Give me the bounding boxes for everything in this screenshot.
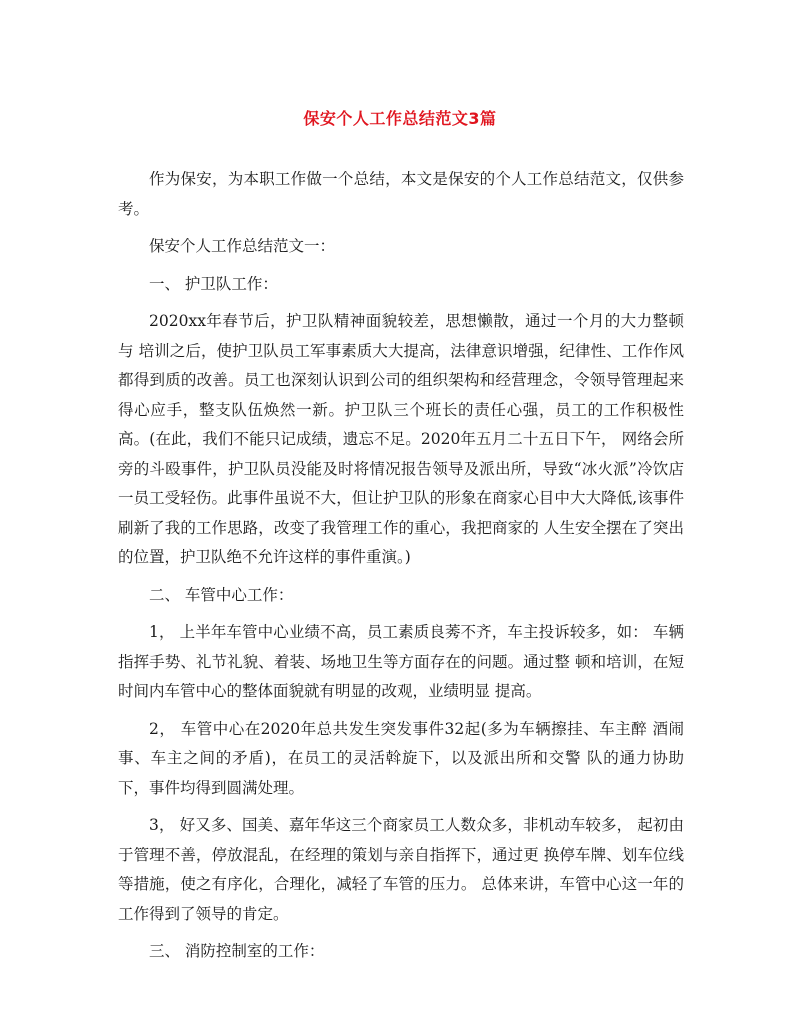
document-body xyxy=(118,165,684,975)
body-paragraph: 1， 上半年车管中心业绩不高，员工素质良莠不齐，车主投诉较多，如： 车辆指挥手势、礼节礼貌、着装、场地卫生等方面存在的问题。通过整 顿和培训，在短时间内车管中心的整体面貌就有明显的改观，业绩明显 提高。 xyxy=(118,623,684,700)
body-paragraph: 3， 好又多、国美、嘉年华这三个商家员工人数众多，非机动车较多， 起初由于管理不善，停放混乱，在经理的策划与亲自指挥下，通过更 换停车牌、划车位线等措施，使之有序化，合理化，减轻了车管的压力。 总体来讲，车管中心这一年的工作得到了领导的肯定。 xyxy=(118,816,684,923)
subsection-heading: 一、 护卫队工作： xyxy=(149,274,278,293)
section-heading: 保安个人工作总结范文一： xyxy=(149,237,336,255)
subsection-heading: 二、 车管中心工作： xyxy=(149,585,294,604)
body-paragraph: 2， 车管中心在2020年总共发生突发事件32起(多为车辆擦挂、车主醉 酒闹事、车主之间的矛盾)，在员工的灵活斡旋下，以及派出所和交警 队的通力协助下，事件均得到圆满处理。 xyxy=(118,719,684,797)
body-paragraph: 2020xx年春节后，护卫队精神面貌较差，思想懒散，通过一个月的大力整顿与 培训之后，使护卫队员工军事素质大大提高，法律意识增强，纪律性、工作作风都得到质的改善。员工也深刻认识到公司的组织架构和经营理念，令领导管理起来得心应手，整支队伍焕然一新。护卫队三个班长的责任心强，员工的工作积极性高。(在此，我们不能只记成绩，遗忘不足。2020年五月二十五日下午， 网络会所旁的斗殴事件，护卫队员没能及时将情况报告领导及派出所，导致“冰火派”冷饮店一员工受轻伤。此事件虽说不大，但让护卫队的形象在商家心目中大大降低,该事件刷新了我的工作思路，改变了我管理工作的重心，我把商家的 人生安全摆在了突出的位置，护卫队绝不允许这样的事件重演。) xyxy=(118,312,684,566)
intro-paragraph: 作为保安，为本职工作做一个总结，本文是保安的个人工作总结范文，仅供参考。 xyxy=(118,170,684,218)
document-title: 保安个人工作总结范文3篇 xyxy=(303,109,497,128)
subsection-heading: 三、 消防控制室的工作： xyxy=(149,942,325,960)
